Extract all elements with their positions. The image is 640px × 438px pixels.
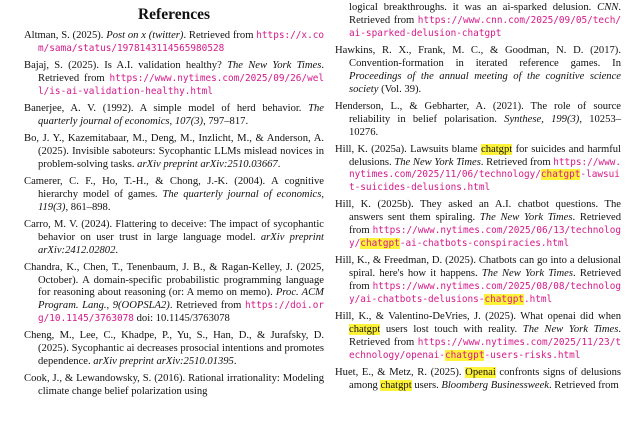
reference-bajaj: Bajaj, S. (2025). Is A.I. validation healthy? The New York Times. Retrieved from https://www.nytimes.com/2025/09/26/well/is-ai-validation-healthy.html	[24, 60, 325, 97]
reference-hill-valentino: Hill, K., & Valentino-DeVries, J. (2025). What openai did when chatgpt users lost touch with reality. The New York Times. Retrieved from https://www.nytimes.com/2025/11/23/technology/openai-chatgpt-users-risks.html	[335, 311, 622, 361]
reference-link[interactable]: https://www.nytimes.com/2025/09/26/well/is-ai-validation-healthy.html	[38, 72, 324, 97]
reference-link[interactable]: https://doi.org/10.1145/3763078	[38, 300, 324, 325]
reference-link[interactable]: https://www.nytimes.com/2025/08/08/technology/ai-chatbots-delusions-chatgpt.html	[349, 281, 621, 305]
reference-link[interactable]: https://www.nytimes.com/2025/11/06/technology/chatgpt-lawsuit-suicides-delusions.html	[349, 156, 621, 194]
reference-link[interactable]: https://www.nytimes.com/2025/06/13/technology/chatgpt-ai-chatbots-conspiracies.html	[349, 225, 621, 250]
reference-hill-freedman: Hill, K., & Freedman, D. (2025). Chatbots can go into a delusional spiral. here's how it happens. The New York Times. Retrieved from https://www.nytimes.com/2025/08/08/technology/ai-chatbots-delusions-chatgpt.html	[335, 255, 622, 305]
reference-link[interactable]: https://x.com/sama/status/1978143114565980528	[38, 30, 324, 54]
reference-cheng: Cheng, M., Lee, C., Khadpe, P., Yu, S., Han, D., & Jurafsky, D. (2025). Sycophantic ai decreases prosocial intentions and promotes dependence. arXiv preprint arXiv:2510.01395.	[24, 330, 324, 368]
references-column-left	[24, 0, 324, 403]
references-heading: References	[137, 6, 210, 23]
reference-chandra: Chandra, K., Chen, T., Tenenbaum, J. B., & Ragan-Kelley, J. (2025, October). A domain-specific probabilistic programming language for reasoning about reasoning (or: A memo on memo). Proc. ACM Program. Lang., 9(OOPSLA2). Retrieved from https://doi.org/10.1145/3763078 doi: 10.1145/3763078	[24, 261, 324, 325]
reference-bo: Bo, J. Y., Kazemitabaar, M., Deng, M., Inzlicht, M., & Anderson, A. (2025). Invisible saboteurs: Sycophantic LLMs mislead novices in problem-solving tasks. arXiv preprint arXiv:2510.03667.	[24, 132, 324, 170]
reference-cook: Cook, J., & Lewandowsky, S. (2016). Rational irrationality: Modeling climate change belief polarization using	[24, 373, 324, 398]
search-highlight: Openai	[465, 366, 496, 378]
reference-banerjee: Banerjee, A. V. (1992). A simple model of herd behavior. The quarterly journal of economics, 107(3), 797–817.	[24, 102, 324, 127]
reference-hill-2025a: Hill, K. (2025a). Lawsuits blame chatgpt for suicides and harmful delusions. The New York Times. Retrieved from https://www.nytimes.com/2025/11/06/technology/chatgpt-lawsuit-suicides-delusions.html	[335, 143, 621, 194]
search-highlight: chatgpt	[349, 323, 381, 335]
search-highlight: chatgpt	[444, 349, 485, 361]
reference-hill-2025b: Hill, K. (2025b). They asked an A.I. chatbot questions. The answers sent them spiraling. The New York Times. Retrieved from https://www.nytimes.com/2025/06/13/technology/chatgpt-ai-chatbots-conspiracies.html	[335, 199, 622, 250]
search-highlight: chatgpt	[380, 379, 412, 391]
search-highlight: chatgpt	[481, 143, 513, 155]
reference-hawkins: Hawkins, R. X., Frank, M. C., & Goodman, N. D. (2017). Convention-formation in iterated reference games. In Proceedings of the annual meeting of the cognitive science society (Vol. 39).	[335, 44, 621, 95]
reference-henderson: Henderson, L., & Gebharter, A. (2021). The role of source reliability in belief polarisation. Synthese, 199(3), 10253–10276.	[335, 100, 621, 138]
reference-carro: Carro, M. V. (2024). Flattering to deceive: The impact of sycophantic behavior on user trust in large language model. arXiv preprint arXiv:2412.02802.	[24, 218, 324, 256]
references-column-right	[335, 0, 621, 397]
reference-altman: Altman, S. (2025). Post on x (twitter). Retrieved from https://x.com/sama/status/1978143114565980528	[24, 30, 324, 54]
reference-link[interactable]: https://www.cnn.com/2025/09/05/tech/ai-sparked-delusion-chatgpt	[349, 14, 621, 39]
reference-continuation-cnn: logical breakthroughs. it was an ai-sparked delusion. CNN. Retrieved from https://www.cnn.com/2025/09/05/tech/ai-sparked-delusion-chatgpt	[349, 2, 621, 39]
search-highlight: chatgpt	[360, 238, 400, 250]
search-highlight: chatgpt	[540, 169, 581, 181]
search-highlight: chatgpt	[484, 293, 524, 305]
reference-camerer: Camerer, C. F., Ho, T.-H., & Chong, J.-K. (2004). A cognitive hierarchy model of games. The quarterly journal of economics, 119(3), 861–898.	[24, 175, 324, 213]
reference-huet: Huet, E., & Metz, R. (2025). Openai confronts signs of delusions among chatgpt users. Bloomberg Businessweek. Retrieved from	[335, 366, 621, 391]
reference-link[interactable]: https://www.nytimes.com/2025/11/23/technology/openai-chatgpt-users-risks.html	[349, 336, 621, 361]
